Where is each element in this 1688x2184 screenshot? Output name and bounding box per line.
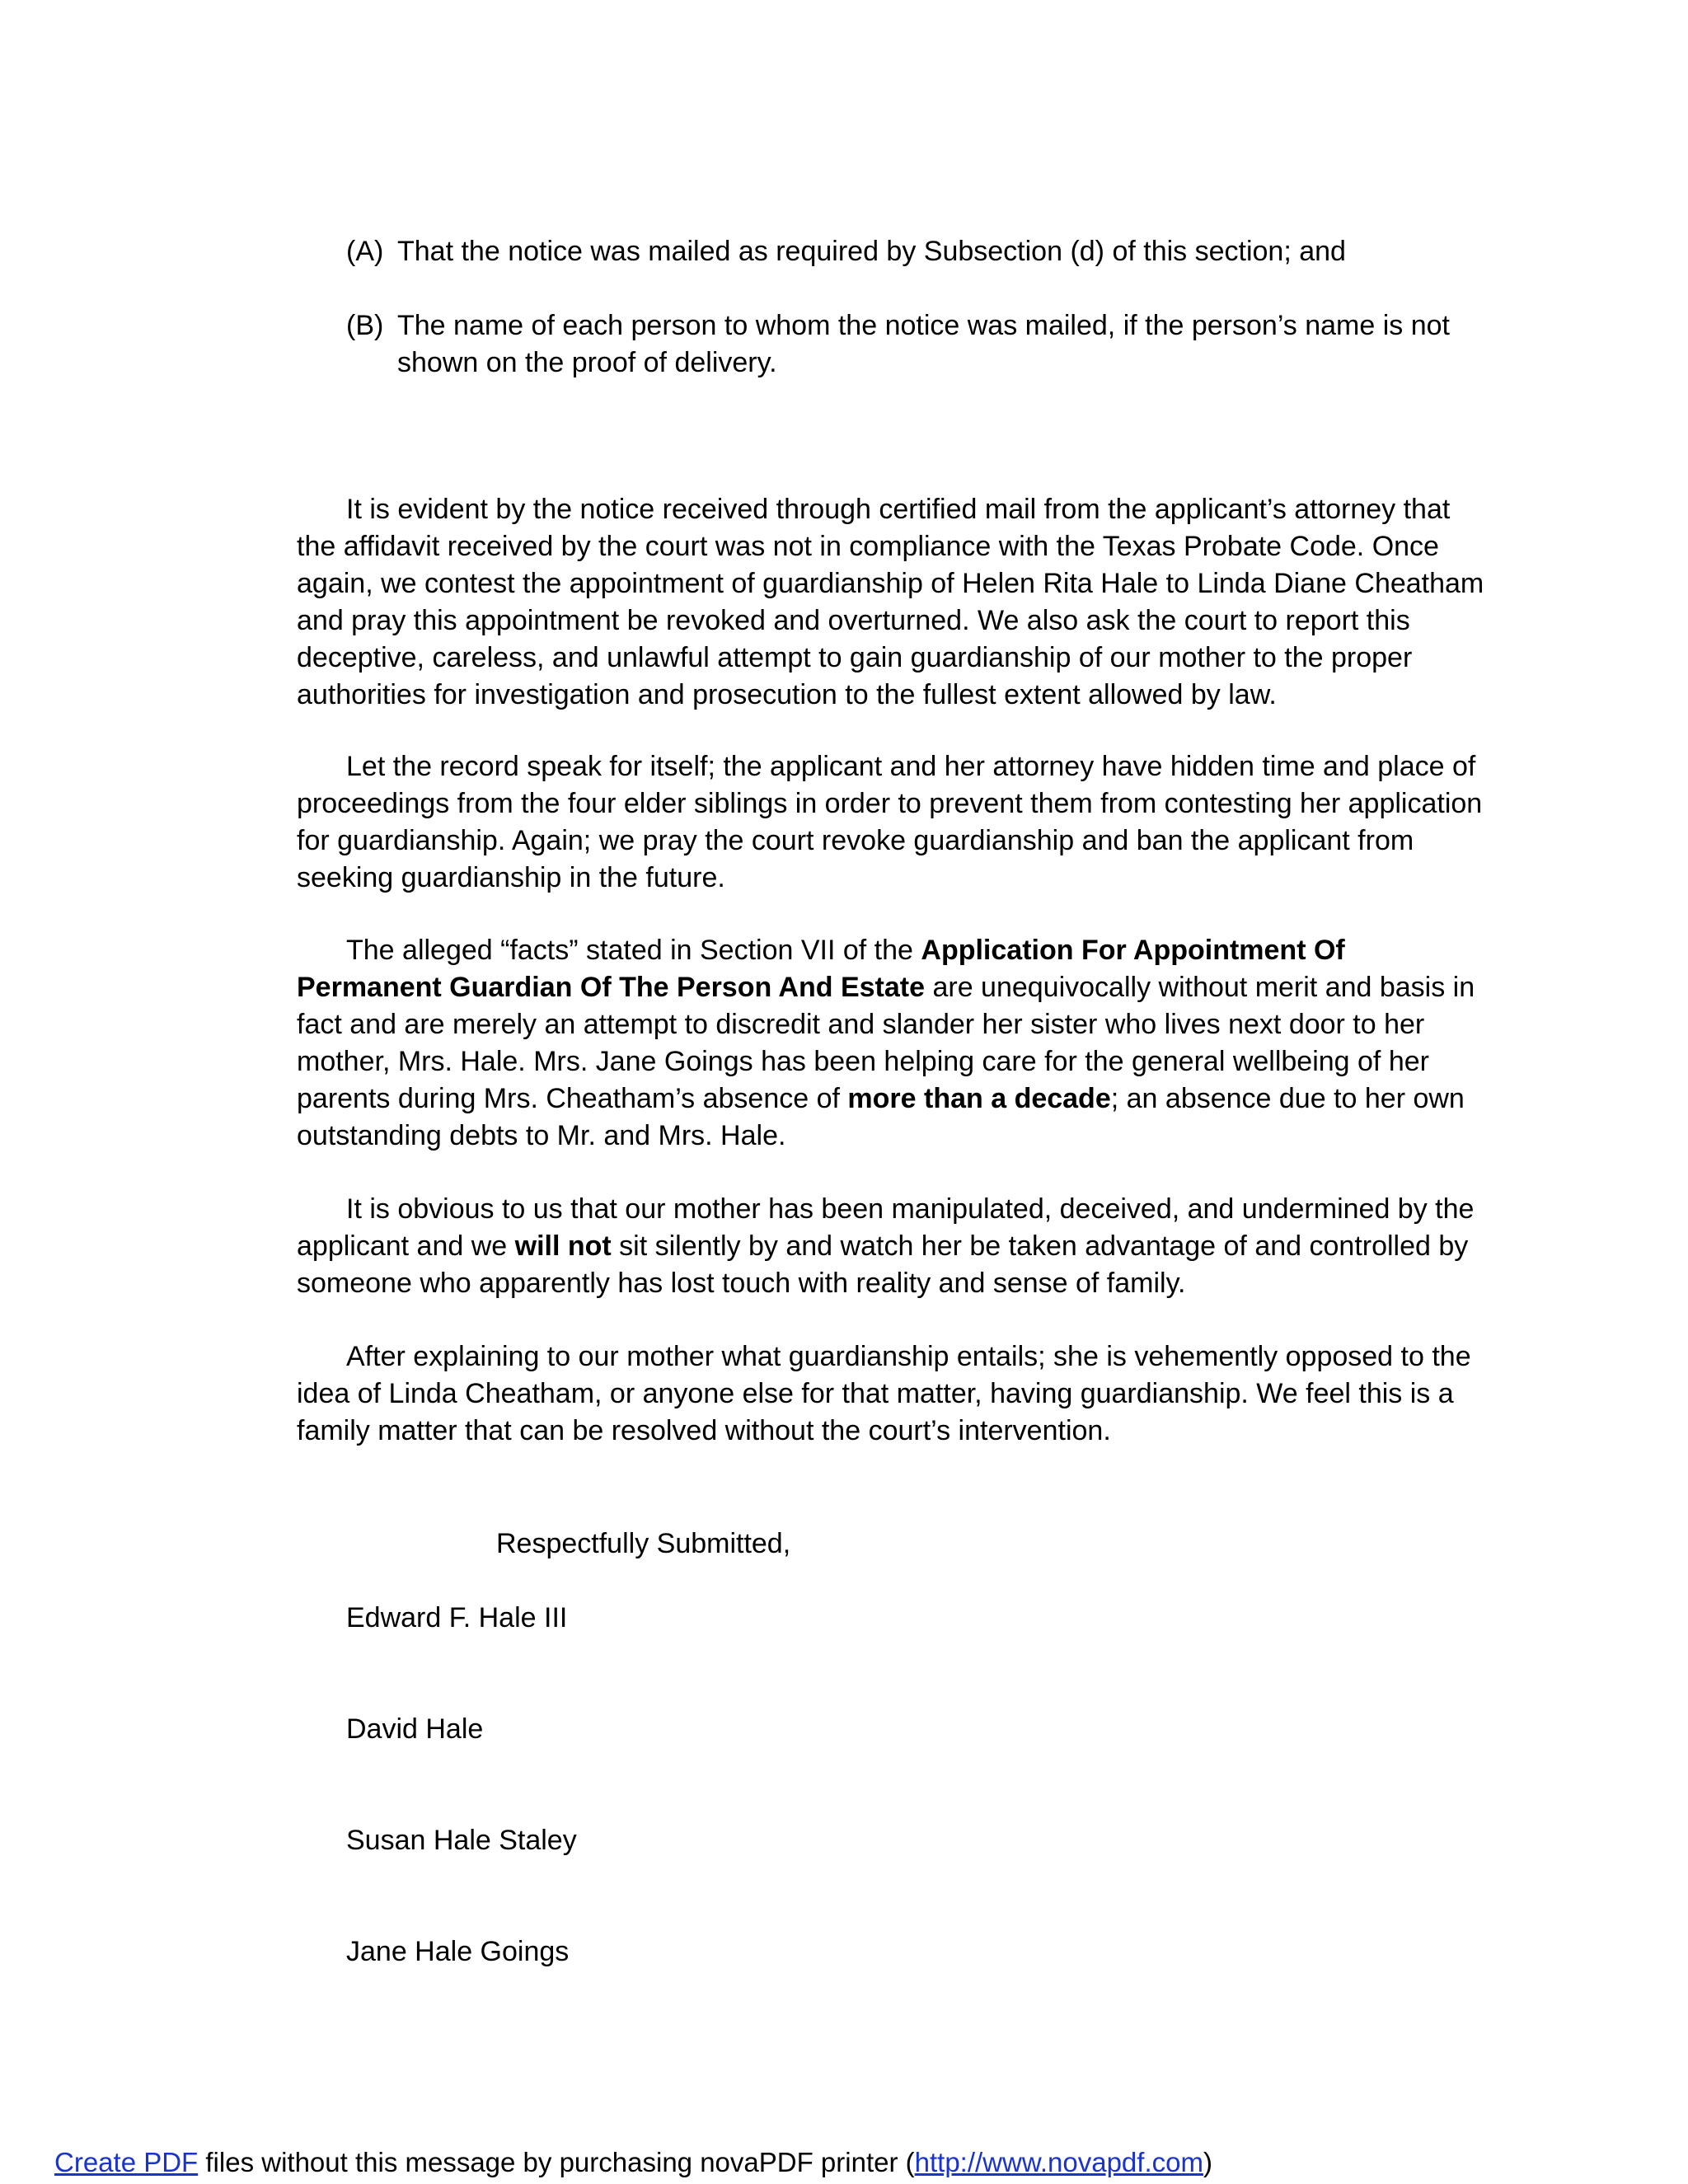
list-item-text: The name of each person to whom the notice was mailed, if the person’s name is not shown on the proof of delivery.	[397, 310, 1450, 378]
list-marker: (B)	[346, 310, 384, 341]
list-item-b	[346, 307, 1500, 382]
signer-name: Jane Hale Goings	[346, 1936, 570, 1967]
text-run: are unequivocally without merit and basis in fact and are merely an attempt to discredit and slander her sister who lives next door to her mother, Mrs. Hale. Mrs. Jane Goings has been helping care for the general wellbeing of her parents during Mrs. Cheatham’s absence of	[297, 972, 1475, 1114]
text-run: sit silently by and watch her be taken advantage of and controlled by someone who apparently has lost touch with reality and sense of family.	[297, 1230, 1469, 1299]
signer-name: David Hale	[346, 1713, 484, 1745]
paragraph-record: Let the record speak for itself; the applicant and her attorney have hidden time and place of proceedings from the four elder siblings in order to prevent them from contesting her application for guardianship. Again; we pray the court revoke guardianship and ban the applicant from seeking guardianship in the future.	[297, 751, 1483, 893]
footer-text: files without this message by purchasing novaPDF printer (	[198, 2147, 915, 2177]
bold-more-than-decade: more than a decade	[847, 1083, 1111, 1114]
bold-will-not: will not	[514, 1230, 612, 1262]
footer-text: )	[1203, 2147, 1212, 2177]
signer-name: Susan Hale Staley	[346, 1825, 577, 1856]
paragraph-family-matter: After explaining to our mother what guardianship entails; she is vehemently opposed to the idea of Linda Cheatham, or anyone else for that matter, having guardianship. We feel this is a family matter that can be resolved without the court’s intervention.	[297, 1341, 1471, 1446]
create-pdf-link[interactable]: Create PDF	[54, 2147, 199, 2177]
closing-line: Respectfully Submitted,	[496, 1528, 791, 1559]
list-item-text: That the notice was mailed as required by Subsection (d) of this section; and	[397, 236, 1346, 267]
novapdf-url-link[interactable]: http://www.novapdf.com	[914, 2147, 1203, 2177]
text-run: The alleged “facts” stated in Section VII of the	[346, 935, 921, 966]
list-marker: (A)	[346, 236, 384, 267]
paragraph-alleged-facts	[297, 932, 1493, 1155]
list-item-a	[346, 233, 1500, 270]
text-run: It is obvious to us that our mother has been manipulated, deceived, and undermined by the applicant and we	[297, 1193, 1475, 1262]
paragraph-notice-evidence: It is evident by the notice received through certified mail from the applicant’s attorney that the affidavit received by the court was not in compliance with the Texas Probate Code. Once again, we contest the appointment of guardianship of Helen Rita Hale to Linda Diane Cheatham and pray this appointment be revoked and overturned. We also ask the court to report this deceptive, careless, and unlawful attempt to gain guardianship of our mother to the proper authorities for investigation and prosecution to the fullest extent allowed by law.	[297, 494, 1484, 710]
paragraph-manipulated	[297, 1191, 1493, 1302]
pdf-footer-notice	[54, 2146, 1212, 2179]
bold-application-title: Application For Appointment Of Permanent Guardian Of The Person And Estate	[297, 935, 1345, 1003]
text-run: ; an absence due to her own outstanding debts to Mr. and Mrs. Hale.	[297, 1083, 1465, 1151]
signer-name: Edward F. Hale III	[346, 1602, 568, 1633]
